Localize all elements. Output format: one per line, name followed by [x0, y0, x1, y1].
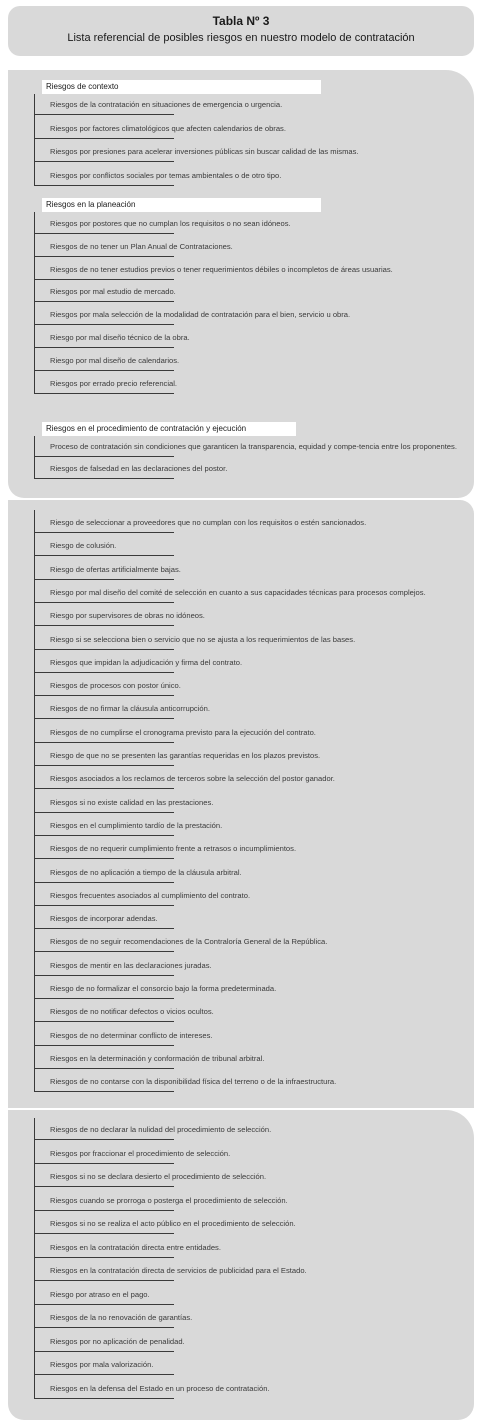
item-divider — [34, 138, 174, 139]
list-item: Riesgos en la contratación directa de servicios de publicidad para el Estado. — [50, 1266, 307, 1275]
list-item: Riesgos por conflictos sociales por temas ambientales o de otro tipo. — [50, 170, 282, 180]
list-item: Riesgo por atraso en el pago. — [50, 1289, 150, 1299]
item-divider — [34, 279, 174, 280]
list-item: Proceso de contratación sin condiciones que garanticen la transparencia, equidad y compe-tencia entre los proponentes. — [50, 442, 457, 451]
item-divider — [34, 695, 174, 696]
list-spine — [34, 510, 35, 1092]
item-divider — [34, 347, 174, 348]
list-item: Riesgos de no declarar la nulidad del procedimiento de selección. — [50, 1125, 272, 1134]
list-item: Riesgos por mala selección de la modalidad de contratación para el bien, servicio u obra. — [50, 310, 351, 320]
list-item: Riesgos de no firmar la cláusula anticorrupción. — [50, 704, 210, 714]
item-divider — [34, 742, 174, 743]
item-divider — [34, 718, 174, 719]
item-divider — [34, 478, 174, 479]
item-divider — [34, 1068, 174, 1069]
list-item: Riesgo de no formalizar el consorcio bajo la forma predeterminada. — [50, 984, 277, 993]
list-item: Riesgos de mentir en las declaraciones juradas. — [50, 960, 212, 970]
item-divider — [34, 649, 174, 650]
section-header: Riesgos en la planeación — [42, 198, 321, 212]
list-item: Riesgos por postores que no cumplan los requisitos o no sean idóneos. — [50, 219, 291, 228]
list-item: Riesgos de no aplicación a tiempo de la cláusula arbitral. — [50, 867, 242, 877]
item-divider — [34, 256, 174, 257]
list-item: Riesgos cuando se prorroga o posterga el procedimiento de selección. — [50, 1195, 288, 1205]
item-divider — [34, 928, 174, 929]
list-item: Riesgos que impidan la adjudicación y firma del contrato. — [50, 657, 243, 667]
list-item: Riesgos frecuentes asociados al cumplimiento del contrato. — [50, 890, 251, 900]
list-item: Riesgos de incorporar adendas. — [50, 914, 158, 924]
list-item: Riesgo de colusión. — [50, 541, 117, 551]
list-item: Riesgos de no contarse con la disponibilidad física del terreno o de la infraestructura. — [50, 1077, 337, 1087]
item-divider — [34, 788, 174, 789]
table-title-box — [8, 6, 474, 56]
item-divider — [34, 393, 174, 394]
item-divider — [34, 1163, 174, 1164]
list-item: Riesgo por mal diseño de calendarios. — [50, 355, 180, 365]
item-divider — [34, 998, 174, 999]
list-item: Riesgos por presiones para acelerar inversiones públicas sin buscar calidad de las mismas. — [50, 147, 359, 156]
item-divider — [34, 672, 174, 673]
list-spine — [34, 94, 35, 186]
item-divider — [34, 1304, 174, 1305]
item-divider — [34, 301, 174, 302]
table-number: Tabla Nº 3 — [212, 14, 270, 28]
item-divider — [34, 1351, 174, 1352]
item-divider — [34, 905, 174, 906]
item-divider — [34, 1233, 174, 1234]
item-divider — [34, 579, 174, 580]
list-item: Riesgo de ofertas artificialmente bajas. — [50, 564, 181, 574]
list-item: Riesgo si se selecciona bien o servicio que no se ajusta a los requerimientos de las bases. — [50, 634, 356, 644]
list-item: Riesgo por mal diseño técnico de la obra. — [50, 333, 190, 342]
section-header: Riesgos en el procedimiento de contratación y ejecución — [42, 422, 296, 436]
list-item: Riesgos de no notificar defectos o vicios ocultos. — [50, 1007, 214, 1017]
item-divider — [34, 161, 174, 162]
item-divider — [34, 975, 174, 976]
item-divider — [34, 1021, 174, 1022]
item-divider — [34, 1045, 174, 1046]
list-spine — [34, 212, 35, 394]
item-divider — [34, 185, 174, 186]
list-item: Riesgos por mal estudio de mercado. — [50, 287, 176, 297]
list-item: Riesgos por no aplicación de penalidad. — [50, 1336, 185, 1346]
list-item: Riesgos de no cumplirse el cronograma previsto para la ejecución del contrato. — [50, 727, 316, 737]
item-divider — [34, 1186, 174, 1187]
list-item: Riesgos de no requerir cumplimiento frente a retrasos o incumplimientos. — [50, 844, 297, 854]
list-spine — [34, 1118, 35, 1399]
item-divider — [34, 765, 174, 766]
list-item: Riesgos por mala valorización. — [50, 1360, 154, 1369]
list-item: Riesgos si no existe calidad en las prestaciones. — [50, 797, 214, 807]
list-item: Riesgos en la determinación y conformación de tribunal arbitral. — [50, 1053, 265, 1063]
item-divider — [34, 812, 174, 813]
item-divider — [34, 951, 174, 952]
item-divider — [34, 1398, 174, 1399]
item-divider — [34, 114, 174, 115]
item-divider — [34, 1280, 174, 1281]
list-item: Riesgos si no se declara desierto el procedimiento de selección. — [50, 1172, 267, 1181]
list-item: Riesgo por supervisores de obras no idóneos. — [50, 611, 205, 621]
list-item: Riesgos de la no renovación de garantías. — [50, 1313, 193, 1322]
list-item: Riesgos asociados a los reclamos de terceros sobre la selección del postor ganador. — [50, 774, 335, 784]
item-divider — [34, 456, 174, 457]
list-item: Riesgos por factores climatológicos que afecten calendarios de obras. — [50, 123, 286, 133]
list-item: Riesgos de no determinar conflicto de intereses. — [50, 1030, 213, 1040]
list-item: Riesgos por errado precio referencial. — [50, 378, 178, 388]
item-divider — [34, 555, 174, 556]
item-divider — [34, 625, 174, 626]
list-item: Riesgos en el cumplimiento tardío de la prestación. — [50, 820, 223, 830]
list-item: Riesgos de procesos con postor único. — [50, 681, 181, 691]
list-item: Riesgo de seleccionar a proveedores que no cumplan con los requisitos o estén sancionados. — [50, 518, 367, 527]
list-item: Riesgos de no tener un Plan Anual de Contrataciones. — [50, 241, 233, 251]
list-spine — [34, 436, 35, 479]
list-item: Riesgos de no tener estudios previos o tener requerimientos débiles o incompletos de áreas usuarias. — [50, 264, 393, 274]
item-divider — [34, 1374, 174, 1375]
item-divider — [34, 1091, 174, 1092]
item-divider — [34, 1327, 174, 1328]
list-item: Riesgos de la contratación en situaciones de emergencia o urgencia. — [50, 100, 283, 109]
list-item: Riesgo por mal diseño del comité de selección en cuanto a sus capacidades técnicas para procesos complejos. — [50, 587, 426, 597]
list-item: Riesgos en la contratación directa entre entidades. — [50, 1242, 221, 1252]
item-divider — [34, 370, 174, 371]
table-caption: Lista referencial de posibles riesgos en nuestro modelo de contratación — [67, 32, 415, 44]
item-divider — [34, 1257, 174, 1258]
list-item: Riesgos por fraccionar el procedimiento de selección. — [50, 1148, 231, 1158]
section-header: Riesgos de contexto — [42, 80, 321, 94]
list-item: Riesgos de falsedad en las declaraciones del postor. — [50, 464, 228, 473]
item-divider — [34, 602, 174, 603]
list-item: Riesgos si no se realiza el acto público en el procedimiento de selección. — [50, 1219, 296, 1228]
item-divider — [34, 324, 174, 325]
item-divider — [34, 1210, 174, 1211]
item-divider — [34, 233, 174, 234]
list-item: Riesgos en la defensa del Estado en un proceso de contratación. — [50, 1383, 270, 1393]
item-divider — [34, 882, 174, 883]
item-divider — [34, 858, 174, 859]
item-divider — [34, 835, 174, 836]
item-divider — [34, 1139, 174, 1140]
list-item: Riesgos de no seguir recomendaciones de la Contraloría General de la República. — [50, 937, 328, 947]
item-divider — [34, 532, 174, 533]
list-item: Riesgo de que no se presenten las garantías requeridas en los plazos previstos. — [50, 751, 321, 760]
